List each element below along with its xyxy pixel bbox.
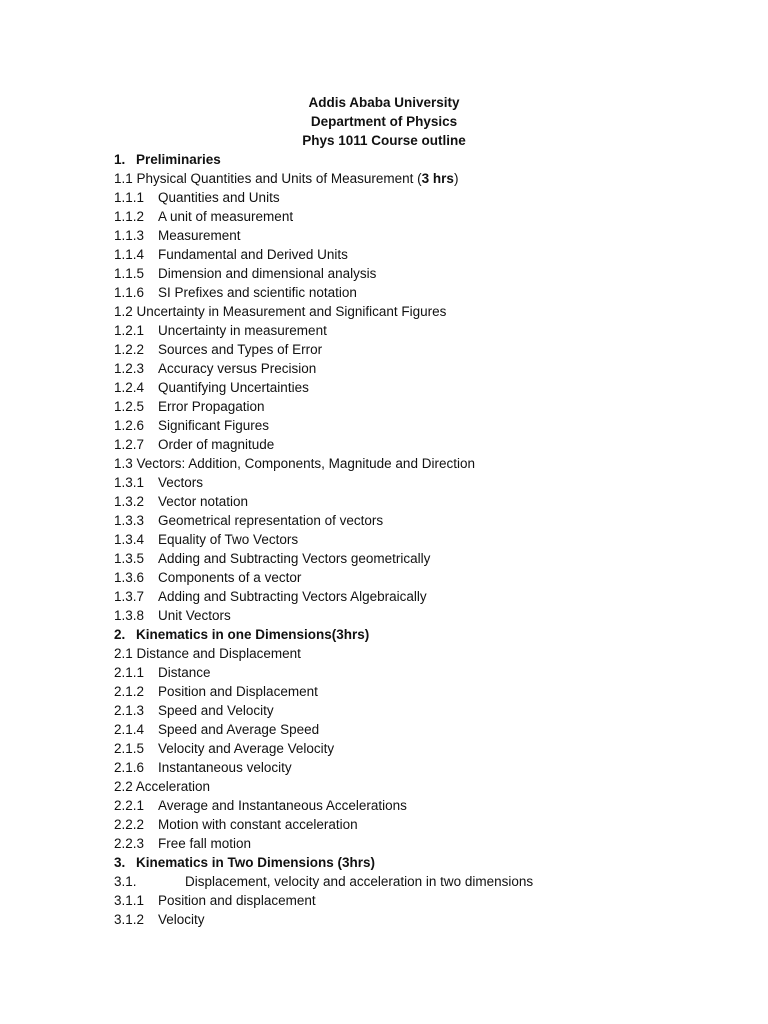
outline-item [114, 568, 734, 587]
item-number: 1.2.4 [114, 380, 145, 395]
item-number: 1.2.1 [114, 323, 145, 338]
subsection-title [114, 171, 458, 186]
outline-item [114, 359, 734, 378]
item-number: 1.3.3 [114, 513, 145, 528]
item-number: 1.2.5 [114, 399, 145, 414]
item-number: 3.1. [114, 874, 137, 889]
item-title: Quantities and Units [158, 190, 280, 205]
outline-item [114, 207, 734, 226]
item-title: Equality of Two Vectors [158, 532, 299, 547]
section-number: 3. [114, 855, 126, 870]
outline-subsection-heading [114, 777, 734, 796]
item-title: Displacement, velocity and acceleration in two dimensions [185, 874, 534, 889]
item-number: 1.3.2 [114, 494, 145, 509]
outline-item [114, 834, 734, 853]
outline-item [114, 739, 734, 758]
section-number: 1. [114, 152, 126, 167]
item-title: SI Prefixes and scientific notation [158, 285, 357, 300]
item-title: Instantaneous velocity [158, 760, 292, 775]
outline-item [114, 720, 734, 739]
item-title: Order of magnitude [158, 437, 275, 452]
outline-item [114, 378, 734, 397]
item-number: 1.3.6 [114, 570, 145, 585]
item-number: 2.2.3 [114, 836, 145, 851]
item-number: 1.1.1 [114, 190, 145, 205]
item-number: 1.1.5 [114, 266, 145, 281]
item-title: Adding and Subtracting Vectors geometrically [158, 551, 431, 566]
document-header [0, 93, 768, 150]
item-number: 2.1.1 [114, 665, 145, 680]
department-name: Department of Physics [310, 114, 458, 129]
outline-item [114, 283, 734, 302]
item-number: 1.1.2 [114, 209, 145, 224]
item-title: Position and displacement [158, 893, 316, 908]
item-title: Sources and Types of Error [158, 342, 323, 357]
outline-item [114, 435, 734, 454]
subsection-title [114, 456, 475, 471]
outline-item [114, 473, 734, 492]
item-title: Accuracy versus Precision [158, 361, 317, 376]
item-title: Unit Vectors [158, 608, 231, 623]
outline-item [114, 226, 734, 245]
outline-subsection-heading [114, 644, 734, 663]
outline-section-heading [114, 150, 734, 169]
section-title: Preliminaries [136, 152, 221, 167]
subsection-title [114, 779, 210, 794]
item-title: Speed and Average Speed [158, 722, 320, 737]
subsection-title-text: 1.3 Vectors: Addition, Components, Magnitude and Direction [114, 456, 475, 471]
item-number: 1.1.6 [114, 285, 145, 300]
item-number: 1.2.7 [114, 437, 145, 452]
subsection-title-text: 2.2 Acceleration [114, 779, 211, 794]
outline-item [114, 245, 734, 264]
subsection-title [114, 304, 446, 319]
item-title: Velocity and Average Velocity [158, 741, 335, 756]
outline-item [114, 663, 734, 682]
outline-item [114, 511, 734, 530]
outline-item [114, 264, 734, 283]
item-number: 2.1.4 [114, 722, 145, 737]
section-title: Kinematics in Two Dimensions (3hrs) [136, 855, 376, 870]
item-title: Uncertainty in measurement [158, 323, 327, 338]
university-name: Addis Ababa University [308, 95, 460, 110]
outline-subsection-heading [114, 302, 734, 321]
item-title: Velocity [158, 912, 205, 927]
section-number: 2. [114, 627, 126, 642]
subsection-hours: 3 hrs [421, 171, 454, 186]
item-number: 1.2.2 [114, 342, 145, 357]
item-number: 1.1.4 [114, 247, 145, 262]
item-number: 2.1.5 [114, 741, 145, 756]
section-title: Kinematics in one Dimensions(3hrs) [136, 627, 370, 642]
outline-item [114, 530, 734, 549]
outline-subsection-heading [114, 454, 734, 473]
outline-item [114, 891, 734, 910]
item-number: 1.3.8 [114, 608, 145, 623]
subsection-title-text: 2.1 Distance and Displacement [114, 646, 301, 661]
outline-item [114, 587, 734, 606]
outline-item [114, 872, 734, 891]
outline-item [114, 416, 734, 435]
outline-item [114, 758, 734, 777]
item-title: Speed and Velocity [158, 703, 274, 718]
outline-item [114, 682, 734, 701]
course-title: Phys 1011 Course outline [302, 133, 466, 148]
item-number: 3.1.2 [114, 912, 145, 927]
item-number: 1.2.6 [114, 418, 145, 433]
item-title: Fundamental and Derived Units [158, 247, 348, 262]
item-title: Error Propagation [158, 399, 265, 414]
outline-section-heading [114, 625, 734, 644]
item-number: 1.3.1 [114, 475, 145, 490]
subsection-title-text: 1.1 Physical Quantities and Units of Measurement ( [114, 171, 422, 186]
outline-section-heading [114, 853, 734, 872]
course-outline-list [114, 150, 734, 929]
outline-item [114, 340, 734, 359]
item-title: Geometrical representation of vectors [158, 513, 384, 528]
outline-item [114, 796, 734, 815]
item-number: 1.3.4 [114, 532, 145, 547]
item-title: Free fall motion [158, 836, 252, 851]
item-title: Motion with constant acceleration [158, 817, 358, 832]
item-number: 3.1.1 [114, 893, 145, 908]
item-number: 2.1.3 [114, 703, 145, 718]
outline-item [114, 815, 734, 834]
item-number: 2.2.1 [114, 798, 145, 813]
outline-item [114, 910, 734, 929]
outline-item [114, 606, 734, 625]
outline-item [114, 321, 734, 340]
item-title: Significant Figures [158, 418, 270, 433]
item-title: Components of a vector [158, 570, 302, 585]
outline-item [114, 492, 734, 511]
item-title: Dimension and dimensional analysis [158, 266, 377, 281]
item-number: 1.2.3 [114, 361, 145, 376]
item-title: Distance [158, 665, 211, 680]
item-number: 2.1.6 [114, 760, 145, 775]
subsection-title-suffix: ) [453, 171, 459, 186]
item-number: 1.3.7 [114, 589, 145, 604]
subsection-title-text: 1.2 Uncertainty in Measurement and Significant Figures [114, 304, 447, 319]
item-title: Quantifying Uncertainties [158, 380, 309, 395]
item-title: Average and Instantaneous Accelerations [158, 798, 407, 813]
outline-item [114, 397, 734, 416]
item-title: Measurement [158, 228, 241, 243]
outline-item [114, 188, 734, 207]
outline-subsection-heading [114, 169, 734, 188]
item-number: 1.1.3 [114, 228, 145, 243]
item-number: 1.3.5 [114, 551, 145, 566]
item-title: Vectors [158, 475, 204, 490]
item-title: Vector notation [158, 494, 249, 509]
outline-item [114, 701, 734, 720]
item-title: Position and Displacement [158, 684, 318, 699]
item-title: Adding and Subtracting Vectors Algebraically [158, 589, 427, 604]
item-title: A unit of measurement [158, 209, 294, 224]
item-number: 2.2.2 [114, 817, 145, 832]
outline-item [114, 549, 734, 568]
item-number: 2.1.2 [114, 684, 145, 699]
subsection-title [114, 646, 301, 661]
